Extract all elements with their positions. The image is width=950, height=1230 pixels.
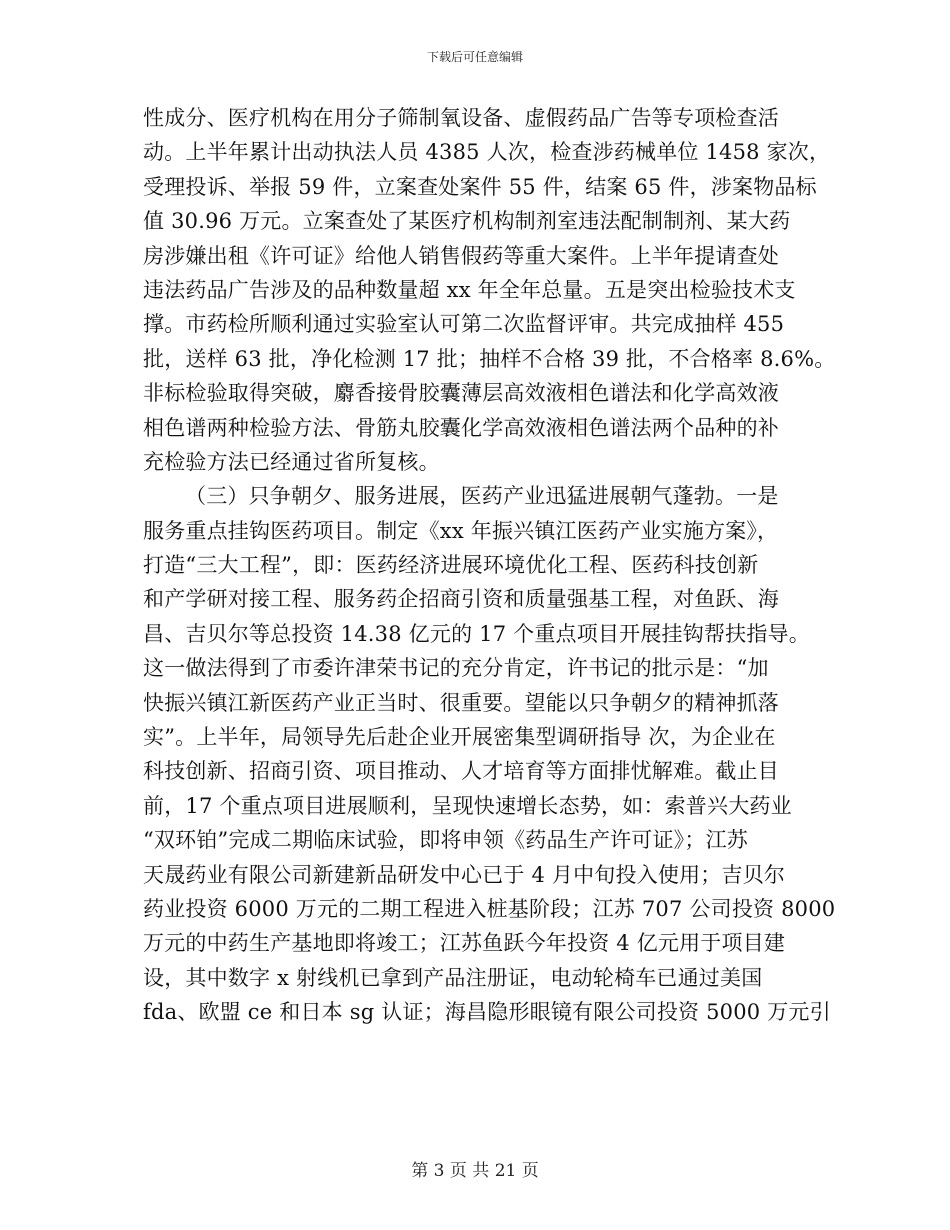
body-line: 万元的中药生产基地即将竣工；江苏鱼跃今年投资 4 亿元用于项目建 xyxy=(143,931,786,956)
body-line: “双环铂”完成二期临床试验，即将申领《药品生产许可证》；江苏 xyxy=(143,828,748,853)
body-line: 天晟药业有限公司新建新品研发中心已于 4 月中旬投入使用；吉贝尔 xyxy=(143,862,786,887)
body-line: fda、欧盟 ce 和日本 sg 认证；海昌隐形眼镜有限公司投资 5000 万元引 xyxy=(143,1000,831,1025)
body-line: 前，17 个重点项目进展顺利，呈现快速增长态势，如：索普兴大药业 xyxy=(143,793,792,818)
body-line: 充检验方法已经通过省所复核。 xyxy=(143,449,440,474)
body-line: 昌、吉贝尔等总投资 14.38 亿元的 17 个重点项目开展挂钩帮扶指导。 xyxy=(143,621,810,646)
body-line: 打造“三大工程”，即：医药经济进展环境优化工程、医药科技创新 xyxy=(143,553,759,578)
body-line: 科技创新、招商引资、项目推动、人才培育等方面排忧解难。截止目 xyxy=(143,759,779,784)
document-body xyxy=(143,101,836,1030)
body-line: 设，其中数字 x 射线机已拿到产品注册证，电动轮椅车已通过美国 xyxy=(143,965,763,990)
body-line: 快振兴镇江新医药产业正当时、很重要。望能以只争朝夕的精神抓落 xyxy=(143,690,779,715)
body-line: 动。上半年累计出动执法人员 4385 人次，检查涉药械单位 1458 家次， xyxy=(143,140,831,165)
body-line: 和产学研对接工程、服务药企招商引资和质量强基工程，对鱼跃、海 xyxy=(143,587,779,612)
body-line: 非标检验取得突破，麝香接骨胶囊薄层高效液相色谱法和化学高效液 xyxy=(143,381,779,406)
body-line: 批，送样 63 批，净化检测 17 批；抽样不合格 39 批，不合格率 8.6%。 xyxy=(143,346,836,371)
body-line: 这一做法得到了市委许津荣书记的充分肯定，许书记的批示是：“加 xyxy=(143,656,769,681)
body-line: 服务重点挂钩医药项目。制定《xx 年振兴镇江医药产业实施方案》， xyxy=(143,518,779,543)
body-line: 房涉嫌出租《许可证》给他人销售假药等重大案件。上半年提请查处 xyxy=(143,243,779,268)
page-header-note: 下载后可任意编辑 xyxy=(426,50,523,64)
body-line: 值 30.96 万元。立案查处了某医疗机构制剂室违法配制制剂、某大药 xyxy=(143,209,791,234)
body-line: 违法药品广告涉及的品种数量超 xx 年全年总量。五是突出检验技术支 xyxy=(143,277,796,302)
body-line: 撑。市药检所顺利通过实验室认可第二次监督评审。共完成抽样 455 xyxy=(143,312,785,337)
body-line: 受理投诉、举报 59 件，立案查处案件 55 件，结案 65 件，涉案物品标 xyxy=(143,174,817,199)
body-line: 实”。上半年，局领导先后赴企业开展密集型调研指导 次，为企业在 xyxy=(143,725,776,750)
body-line: 相色谱两种检验方法、骨筋丸胶囊化学高效液相色谱法两个品种的补 xyxy=(143,415,779,440)
body-line: 性成分、医疗机构在用分子筛制氧设备、虚假药品广告等专项检查活 xyxy=(143,106,779,130)
paragraph-start-line: （三）只争朝夕、服务进展，医药产业迅猛进展朝气蓬勃。一是 xyxy=(185,484,779,509)
page-number: 第 3 页 共 21 页 xyxy=(411,1161,539,1181)
body-line: 药业投资 6000 万元的二期工程进入桩基阶段；江苏 707 公司投资 8000 xyxy=(143,896,836,921)
